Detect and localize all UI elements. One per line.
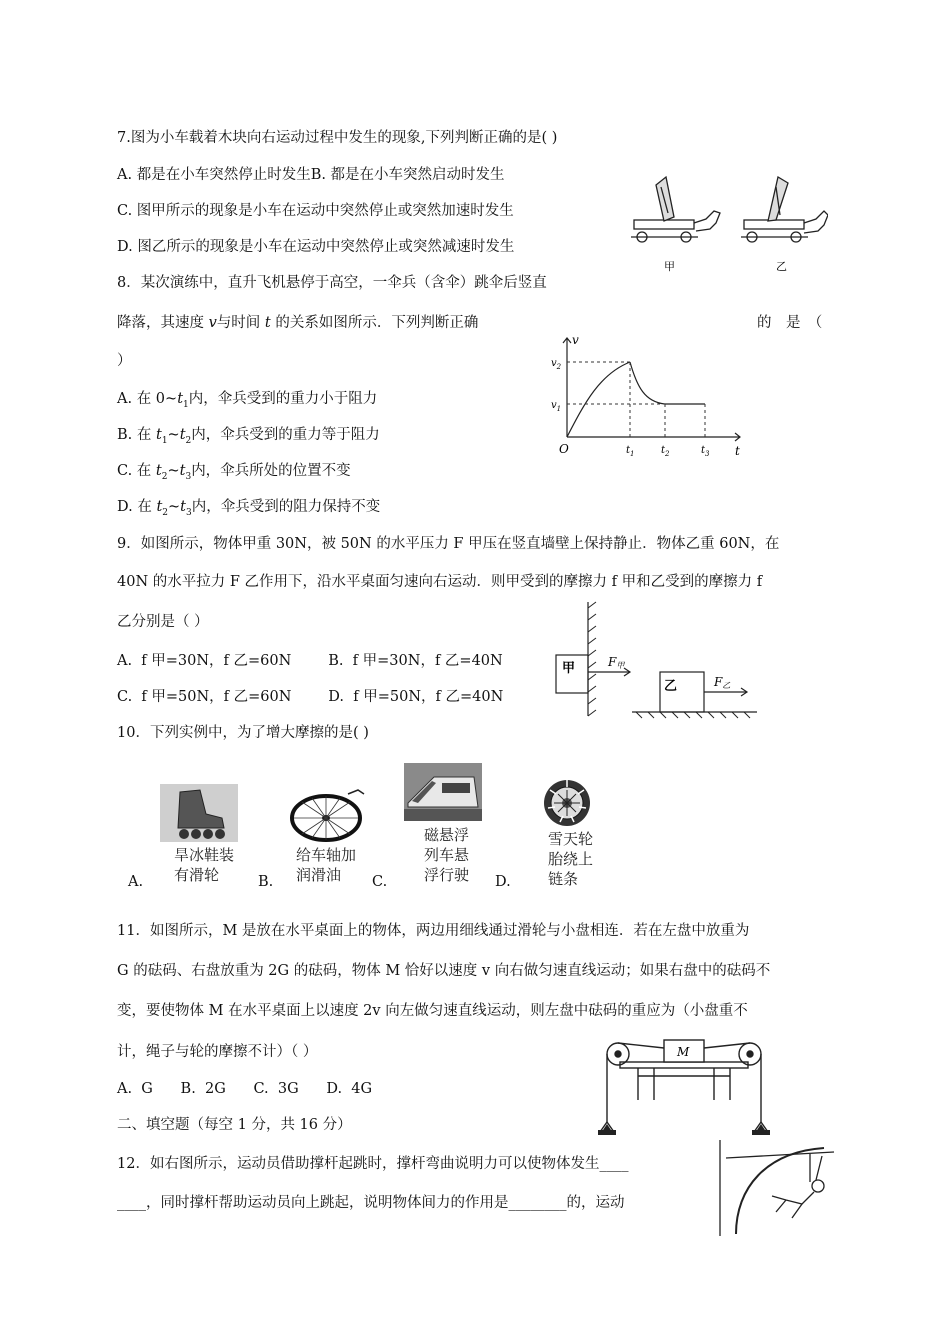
q9-options-ab: A. f 甲=30N，f 乙=60N B. f 甲=30N，f 乙=40N <box>117 653 503 669</box>
graph-t2-tick: $t_2$ <box>661 445 670 458</box>
graph-origin: O <box>559 442 569 456</box>
block-yi-label: 乙 <box>664 679 678 694</box>
q10-caption-d-line1: 雪天轮 <box>548 830 594 848</box>
q10-caption-b-line2: 润滑油 <box>296 866 342 884</box>
cart-jia <box>631 177 720 242</box>
q8-velocity-graph <box>545 332 750 462</box>
force-jia-label: F甲 <box>608 655 625 670</box>
q11-stem-line3: 变，要使物体 M 在水平桌面上以速度 2v 向左做匀速直线运动，则左盘中砝码的重应为（小盘重不 <box>117 1003 748 1019</box>
block-jia-label: 甲 <box>562 661 576 676</box>
q8-stem-line1: 8．某次演练中，直升飞机悬停于高空，一伞兵（含伞）跳伞后竖直 <box>117 275 547 291</box>
q10-caption-c-line1: 磁悬浮 <box>424 826 470 844</box>
q11-stem-line2: G 的砝码、右盘放重为 2G 的砝码，物体 M 恰好以速度 v 向右做匀速直线运动；如果右盘中的砝码不 <box>117 963 771 979</box>
athlete-body <box>772 1192 814 1204</box>
q10-option-b-letter: B. <box>258 874 274 890</box>
q9-stem-line3: 乙分别是（ ） <box>117 614 209 630</box>
q8-option-d: D. 在 $t_2\sim t_3$内，伞兵受到的阻力保持不变 <box>117 499 381 518</box>
q7-cart-figure <box>628 165 828 280</box>
q7-fig-label-jia: 甲 <box>664 260 675 273</box>
q8-option-a: A. 在 $0\sim t_1$内，伞兵受到的重力小于阻力 <box>117 391 378 410</box>
block-m-label: M <box>677 1045 690 1059</box>
q10-option-c-letter: C. <box>372 874 388 890</box>
q7-fig-label-yi: 乙 <box>776 260 787 273</box>
q10-caption-c-line3: 浮行驶 <box>424 866 470 884</box>
section-2-heading: 二、填空题（每空 1 分，共 16 分） <box>117 1117 352 1133</box>
q8-option-b: B. 在 $t_1\sim t_2$内，伞兵受到的重力等于阻力 <box>117 427 380 446</box>
q11-options: A. G B. 2G C. 3G D. 4G <box>117 1081 373 1097</box>
cart-yi <box>741 177 828 242</box>
crossbar <box>726 1152 834 1158</box>
table-top <box>620 1062 748 1068</box>
force-yi-label: F乙 <box>714 675 731 690</box>
q10-caption-d-line3: 链条 <box>548 870 579 888</box>
graph-v1-label: $v_1$ <box>551 400 562 413</box>
bent-pole <box>736 1148 824 1234</box>
graph-v2-label: $v_2$ <box>551 358 562 371</box>
velocity-curve-rise <box>567 362 630 437</box>
q9-friction-figure <box>552 600 762 720</box>
q9-stem-line1: 9．如图所示，物体甲重 30N，被 50N 的水平压力 F 甲压在竖直墙壁上保持静止．物体乙重 60N，在 <box>117 536 780 552</box>
q10-stem: 10．下列实例中，为了增大摩擦的是( ) <box>117 725 369 741</box>
q8-option-c: C. 在 $t_2\sim t_3$内，伞兵所处的位置不变 <box>117 463 351 482</box>
q8-stem-line3: ） <box>117 353 132 369</box>
q9-options-cd: C. f 甲=50N，f 乙=60N D. f 甲=50N，f 乙=40N <box>117 689 504 705</box>
right-pan <box>752 1130 770 1135</box>
graph-t1-tick: $t_1$ <box>626 445 635 458</box>
maglev-train-icon <box>404 763 482 821</box>
q10-option-a-letter: A. <box>128 874 144 890</box>
q10-option-d-letter: D. <box>495 874 511 890</box>
q10-caption-a-line1: 旱冰鞋装 <box>174 846 235 864</box>
q12-line1: 12．如右图所示，运动员借助撑杆起跳时，撑杆弯曲说明力可以使物体发生____ <box>117 1156 629 1172</box>
q10-caption-d-line2: 胎绕上 <box>548 850 594 868</box>
q7-option-ab: A. 都是在小车突然停止时发生B. 都是在小车突然启动时发生 <box>117 167 505 183</box>
pole-vault-figure <box>706 1138 846 1238</box>
q12-line2: ____，同时撑杆帮助运动员向上跳起，说明物体间力的作用是________的，运动 <box>117 1195 625 1211</box>
snow-chain-tire-icon <box>542 778 592 828</box>
graph-x-label: t <box>735 444 740 458</box>
graph-y-label: v <box>572 333 579 347</box>
q8-stem-line2-end: 的 是 （ <box>757 315 823 331</box>
velocity-curve-fall <box>630 362 705 404</box>
q7-stem: 7.图为小车载着木块向右运动过程中发生的现象,下列判断正确的是( ) <box>117 130 558 146</box>
q7-option-c: C. 图甲所示的现象是小车在运动中突然停止或突然加速时发生 <box>117 203 514 219</box>
q10-caption-c-line2: 列车悬 <box>424 846 470 864</box>
q10-caption-a-line2: 有滑轮 <box>174 866 220 884</box>
q8-stem-line2: 降落，其速度 v与时间 t 的关系如图所示．下列判断正确 <box>117 315 479 331</box>
q11-pulley-figure <box>598 1034 770 1140</box>
q11-stem-line4: 计，绳子与轮的摩擦不计）（ ） <box>117 1044 318 1060</box>
q7-option-d: D. 图乙所示的现象是小车在运动中突然停止或突然减速时发生 <box>117 239 515 255</box>
q10-caption-b-line1: 给车轴加 <box>296 846 357 864</box>
q9-stem-line2: 40N 的水平拉力 F 乙作用下，沿水平桌面匀速向右运动．则甲受到的摩擦力 f 甲和乙受到的摩擦力 f <box>117 574 763 590</box>
athlete-arms <box>810 1154 822 1182</box>
athlete-head <box>812 1180 824 1192</box>
bicycle-wheel-icon <box>288 786 370 844</box>
q11-stem-line1: 11．如图所示，M 是放在水平桌面上的物体，两边用细线通过滑轮与小盘相连．若在左盘中放重为 <box>117 923 750 939</box>
left-pan <box>598 1130 616 1135</box>
roller-skate-icon <box>160 784 238 842</box>
graph-t3-tick: $t_3$ <box>701 445 710 458</box>
